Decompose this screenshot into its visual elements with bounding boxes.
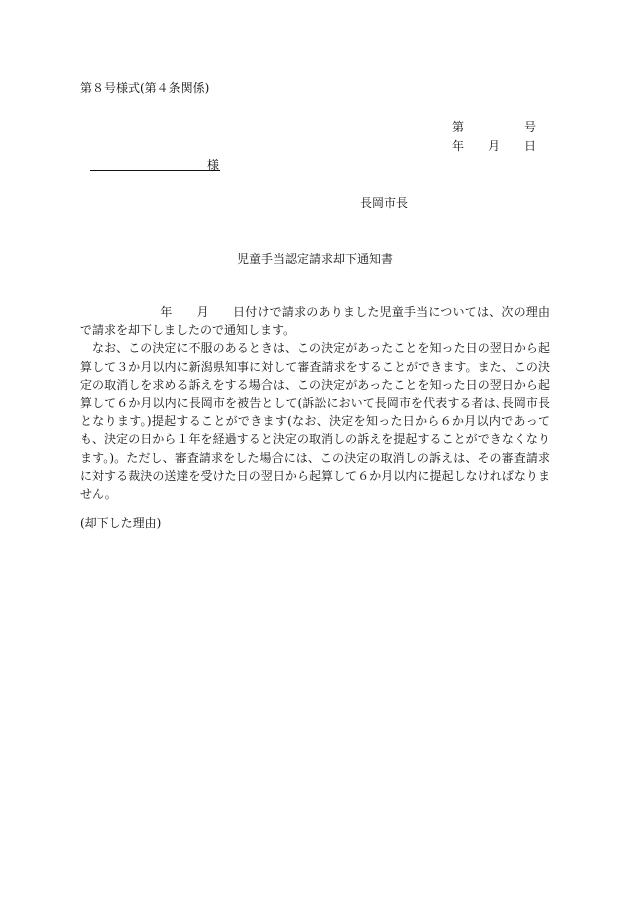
number-prefix: 第 [452,120,465,134]
body-paragraph-2 [80,339,550,503]
p1-month: 月 [196,305,209,319]
date-month: 月 [488,139,501,153]
p1-year: 年 [160,305,173,319]
addressee [90,156,220,172]
document-title: 児童手当認定請求却下通知書 [236,252,393,266]
date-day: 日 [524,139,537,153]
p2-text: なお、この決定に不服のあるときは、この決定があったことを知った日の翌日から起算して３か月以内に新潟県知事に対して審査請求をすることができます。また、この決定の取消しを求める訴えをする場合は、この決定があったことを知った日の翌日から起算して６か月以内に長岡市を被告として(訴訟において長岡市を代表する者は､長岡市長となります。)提起することができます(なお、決定を知った日から６か月以内であっても、決定の日から１年を経過すると決定の取消しの訴えを提起することができなくなります。)。ただし、審査請求をした場合には、この決定の取消しの訴えは、その審査請求に対する裁決の送達を受けた日の翌日から起算して６か月以内に提起しなければなりません。 [80,341,550,502]
addressee-name-line [90,170,220,171]
reason-label: (却下した理由) [80,516,162,530]
issue-date [452,137,542,153]
number-suffix: 号 [524,120,537,134]
addressee-honorific: 様 [207,158,220,172]
reference-number [452,118,542,134]
p1-text: 日付けで請求のありました児童手当については、次の理由で請求を却下しましたので通知します。 [80,305,550,338]
sender-mayor: 長岡市長 [360,196,409,210]
form-label: 第８号様式(第４条関係) [80,81,210,95]
date-year: 年 [452,139,465,153]
notice-body [80,303,550,503]
body-paragraph-1 [80,303,550,339]
